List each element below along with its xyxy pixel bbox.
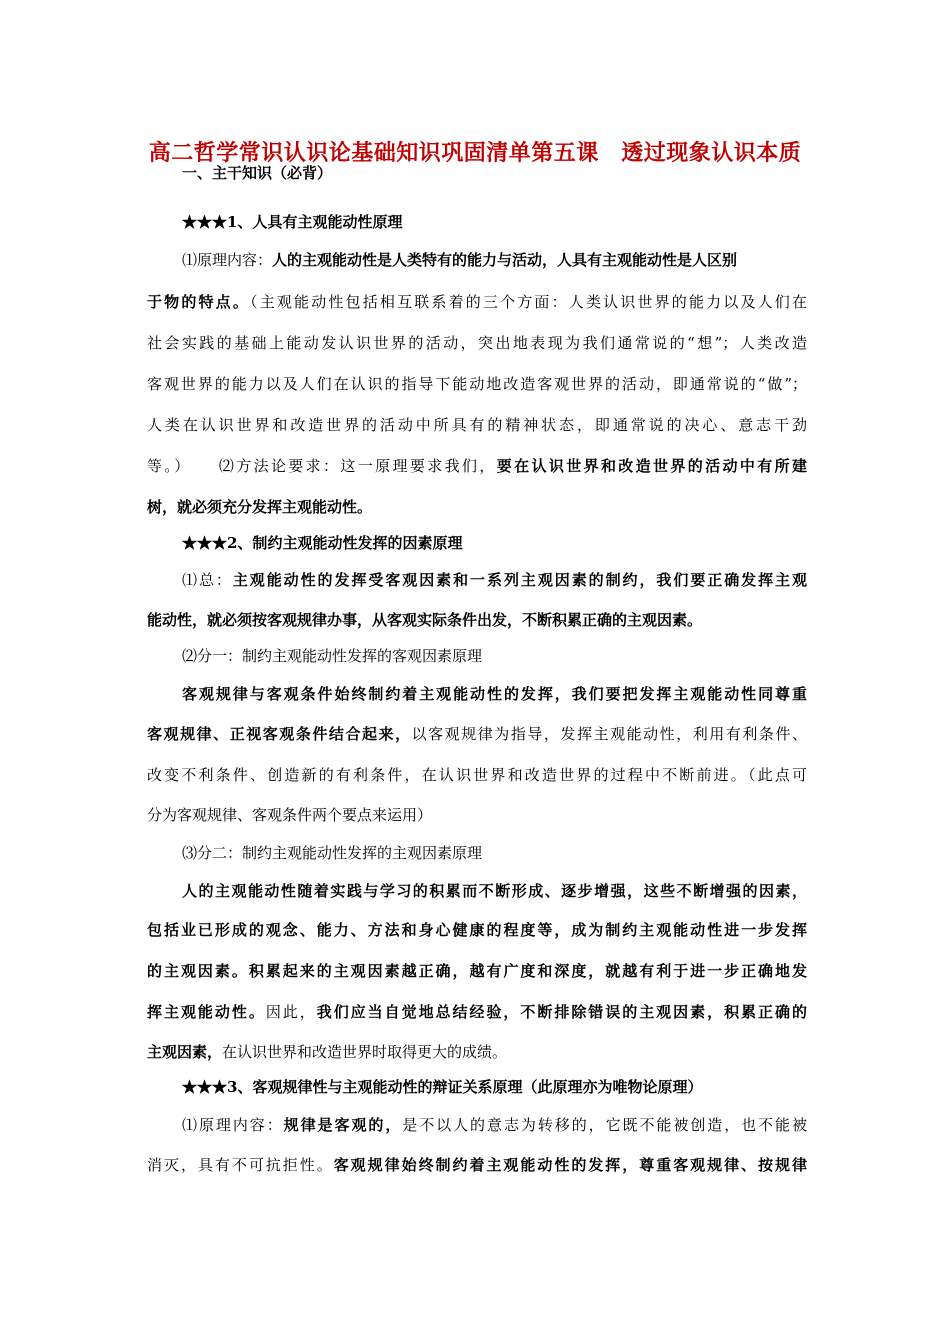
- principle-2-sub-2-line-3: 的主观因素。积累起来的主观因素越正确，越有广度和深度，就越有利于进一步正确地发: [147, 962, 807, 980]
- principle-1-line-5: 人类在认识世界和改造世界的活动中所具有的精神状态，即通常说的决心、意志干劲: [147, 416, 807, 434]
- principle-1-line-7: 树，就必须充分发挥主观能动性。: [147, 498, 373, 516]
- principle-2-heading: ★★★2、制约主观能动性发挥的因素原理: [182, 534, 463, 552]
- principle-2-sub-2-line-2: 包括业已形成的观念、能力、方法和身心健康的程度等，成为制约主观能动性进一步发挥: [147, 921, 807, 939]
- principle-2-line-2: 能动性，就必须按客观规律办事，从客观实际条件出发，不断积累正确的主观因素。: [147, 611, 703, 629]
- principle-2-sub-1-line-2: 客观规律、正视客观条件结合起来，以客观规律为指导，发挥主观能动性，利用有利条件、: [147, 725, 807, 743]
- page-title: 高二哲学常识认识论基础知识巩固清单第五课 透过现象认识本质: [148, 140, 802, 166]
- principle-2-sub-1-line-3: 改变不利条件、创造新的有利条件，在认识世界和改造世界的过程中不断前进。（此点可: [147, 766, 807, 784]
- principle-1-line-1: ⑴原理内容：人的主观能动性是人类特有的能力与活动，人具有主观能动性是人区别: [182, 251, 738, 269]
- principle-2-sub-2-line-5: 主观因素，在认识世界和改造世界时取得更大的成绩。: [147, 1043, 508, 1061]
- principle-1-heading: ★★★1、人具有主观能动性原理: [182, 213, 403, 231]
- principle-1-line-4: 客观世界的能力以及人们在认识的指导下能动地改造客观世界的活动，即通常说的“做”；: [147, 375, 807, 393]
- principle-1-line-6: 等。） ⑵方法论要求：这一原理要求我们，要在认识世界和改造世界的活动中有所建: [147, 457, 807, 475]
- principle-2-sub-2-line-1: 人的主观能动性随着实践与学习的积累而不断形成、逐步增强，这些不断增强的因素，: [182, 882, 807, 900]
- principle-3-heading: ★★★3、客观规律性与主观能动性的辩证关系原理（此原理亦为唯物论原理）: [182, 1078, 703, 1096]
- principle-2-sub-1-line-4: 分为客观规律、客观条件两个要点来运用）: [147, 806, 433, 824]
- principle-3-line-1: ⑴原理内容：规律是客观的，是不以人的意志为转移的，它既不能被创造，也不能被: [182, 1116, 807, 1134]
- principle-1-line-3: 社会实践的基础上能动发认识世界的活动，突出地表现为我们通常说的“想”；人类改造: [147, 334, 807, 352]
- principle-2-line-1: ⑴总：主观能动性的发挥受客观因素和一系列主观因素的制约，我们要正确发挥主观: [182, 571, 807, 589]
- principle-1-line-2: 于物的特点。（主观能动性包括相互联系着的三个方面：人类认识世界的能力以及人们在: [147, 293, 807, 311]
- principle-3-line-2: 消灭，具有不可抗拒性。客观规律始终制约着主观能动性的发挥，尊重客观规律、按规律: [147, 1156, 807, 1174]
- principle-2-sub-1: ⑵分一：制约主观能动性发挥的客观因素原理: [182, 647, 483, 665]
- principle-2-sub-2-line-4: 挥主观能动性。因此，我们应当自觉地总结经验，不断排除错误的主观因素，积累正确的: [147, 1003, 807, 1021]
- section-heading: 一、主干知识（必背）: [182, 164, 333, 182]
- principle-2-sub-2: ⑶分二：制约主观能动性发挥的主观因素原理: [182, 844, 483, 862]
- principle-2-sub-1-line-1: 客观规律与客观条件始终制约着主观能动性的发挥，我们要把发挥主观能动性同尊重: [182, 685, 807, 703]
